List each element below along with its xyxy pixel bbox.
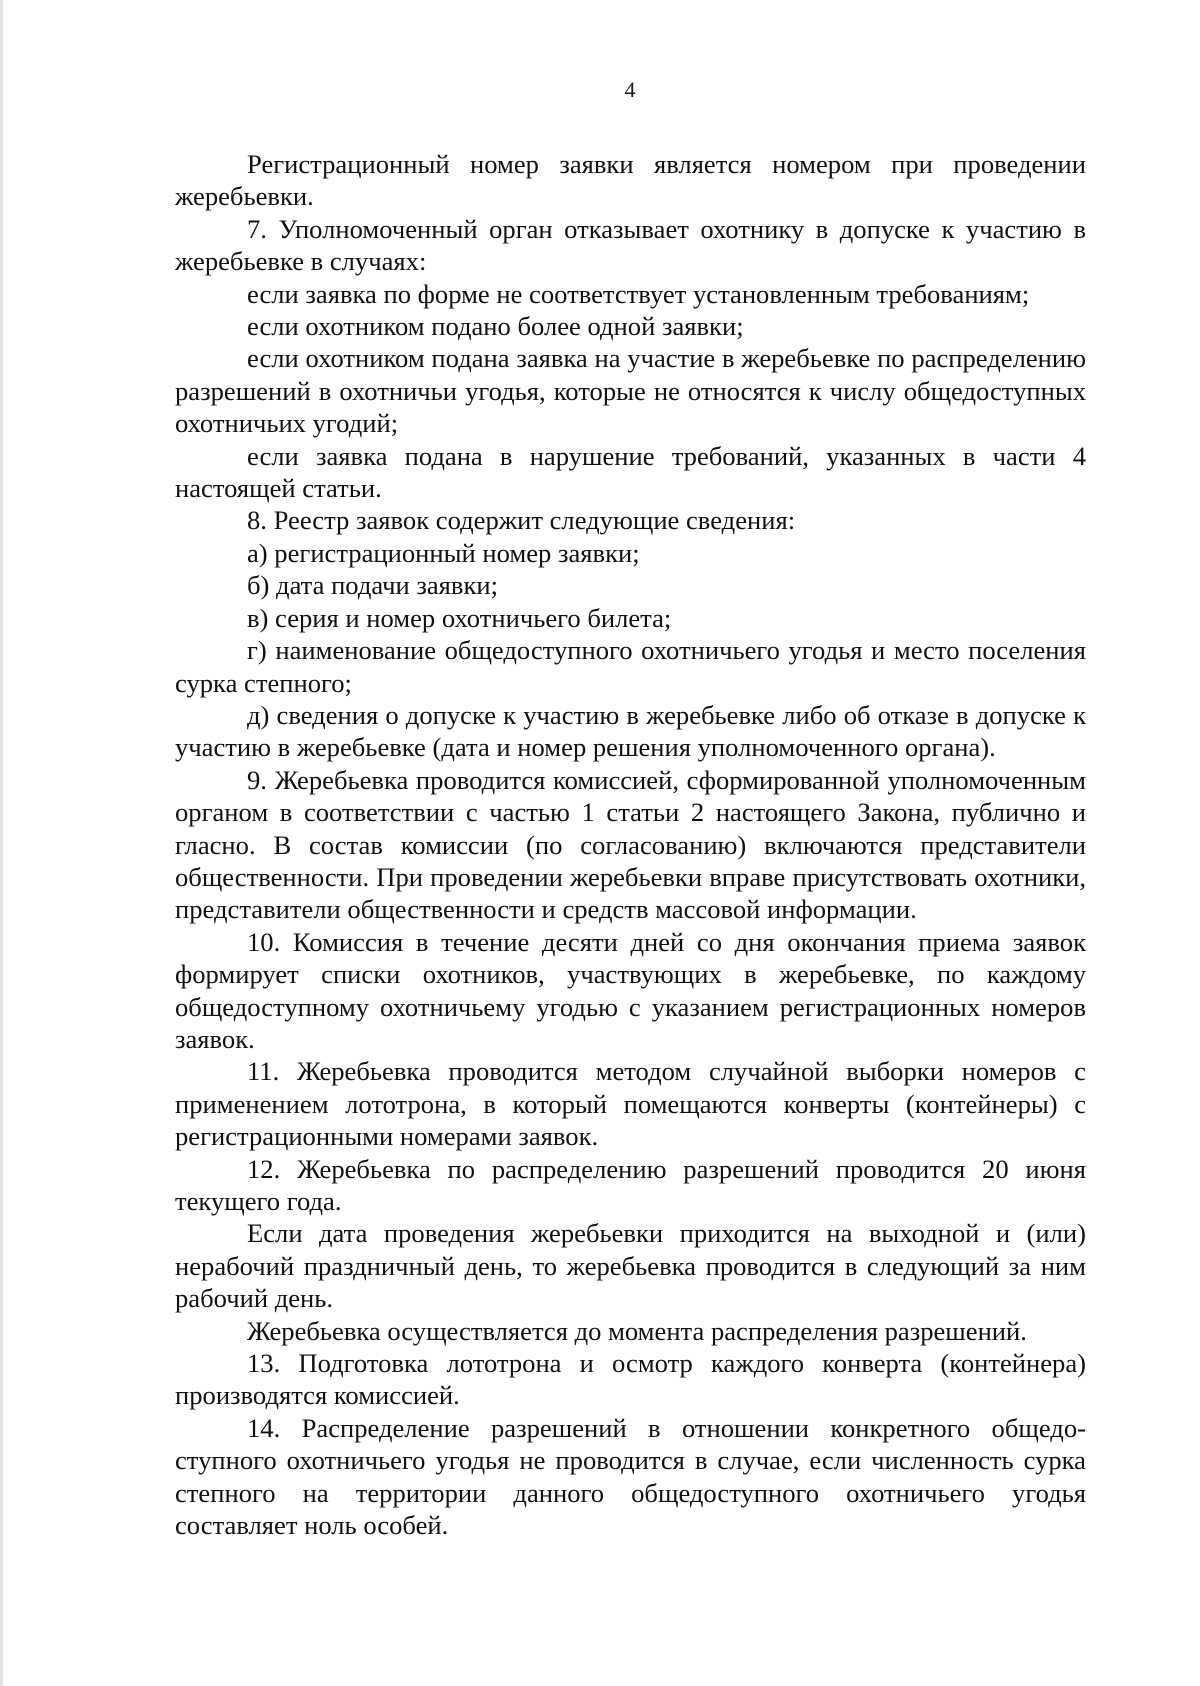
- paragraph: 9. Жеребьевка проводится комиссией, сформированной уполномоченным органом в соответствии с частью 1 статьи 2 настоящего Закона, публично и гласно. В состав комиссии (по согласованию) включаются представители общественности. При проведении жеребьевки вправе присутствовать охотники, представители общественности и средств массовой информации.: [175, 764, 1086, 925]
- paragraph: 11. Жеребьевка проводится методом случайной выборки номеров с применением лототрона, в который помещаются конверты (контейнеры) с регистрационными номерами заявок.: [175, 1056, 1086, 1152]
- paragraph: а) регистрационный номер заявки;: [247, 537, 640, 568]
- paragraph: г) наименование общедоступного охотничьего угодья и место поселения сурка степного;: [175, 635, 1086, 698]
- paragraph: Если дата проведения жеребьевки приходится на выходной и (или) нерабочий праздничный день, то жеребьевка проводится в следующий за ним рабочий день.: [175, 1218, 1086, 1314]
- paragraph: в) серия и номер охотничьего билета;: [247, 602, 672, 633]
- paragraph: 7. Уполномоченный орган отказывает охотнику в допуске к участию в жеребьевке в случаях:: [175, 213, 1086, 277]
- paragraph: если охотником подано более одной заявки;: [247, 311, 744, 342]
- page-number: 4: [624, 77, 636, 102]
- paragraph: б) дата подачи заявки;: [247, 570, 499, 601]
- paragraph: если заявка по форме не соответствует установленным требованиям;: [247, 278, 1030, 309]
- paragraph: если заявка подана в нарушение требований, указанных в части 4 настоящей статьи.: [175, 440, 1086, 504]
- paragraph: Жеребьевка осуществляется до момента распределения разрешений.: [247, 1315, 1027, 1346]
- paragraph: 13. Подготовка лототрона и осмотр каждого конверта (контейнера) производятся комиссией.: [175, 1348, 1086, 1411]
- paragraph: 12. Жеребьевка по распределению разрешений проводится 20 июня текущего года.: [175, 1153, 1086, 1216]
- paragraph: д) сведения о допуске к участию в жеребьевке либо об отказе в допуске к участию в жеребьевке (дата и номер решения уполномоченного органа).: [175, 699, 1086, 763]
- document-body: [175, 148, 1086, 1541]
- paragraph: 8. Реестр заявок содержит следующие сведения:: [247, 505, 796, 536]
- paragraph: если охотником подана заявка на участие в жеребьевке по распределению разрешений в охотничьи угодья, которые не относятся к числу общедоступных охотничьих угодий;: [175, 343, 1086, 439]
- paragraph: Регистрационный номер заявки является номером при проведении жеребьевки.: [175, 149, 1086, 212]
- paragraph: 14. Распределение разрешений в отношении конкретного общедоступного охотничьего угодья не проводится в случае, если численность сурка степного на территории данного общедоступного охотничьего угодья составляет ноль особей.: [175, 1412, 1086, 1541]
- paragraph: 10. Комиссия в течение десяти дней со дня окончания приема заявок формирует списки охотников, участвующих в жеребьевке, по каждому общедоступному охотничьему угодью с указанием регистрационных номеров заявок.: [175, 926, 1086, 1054]
